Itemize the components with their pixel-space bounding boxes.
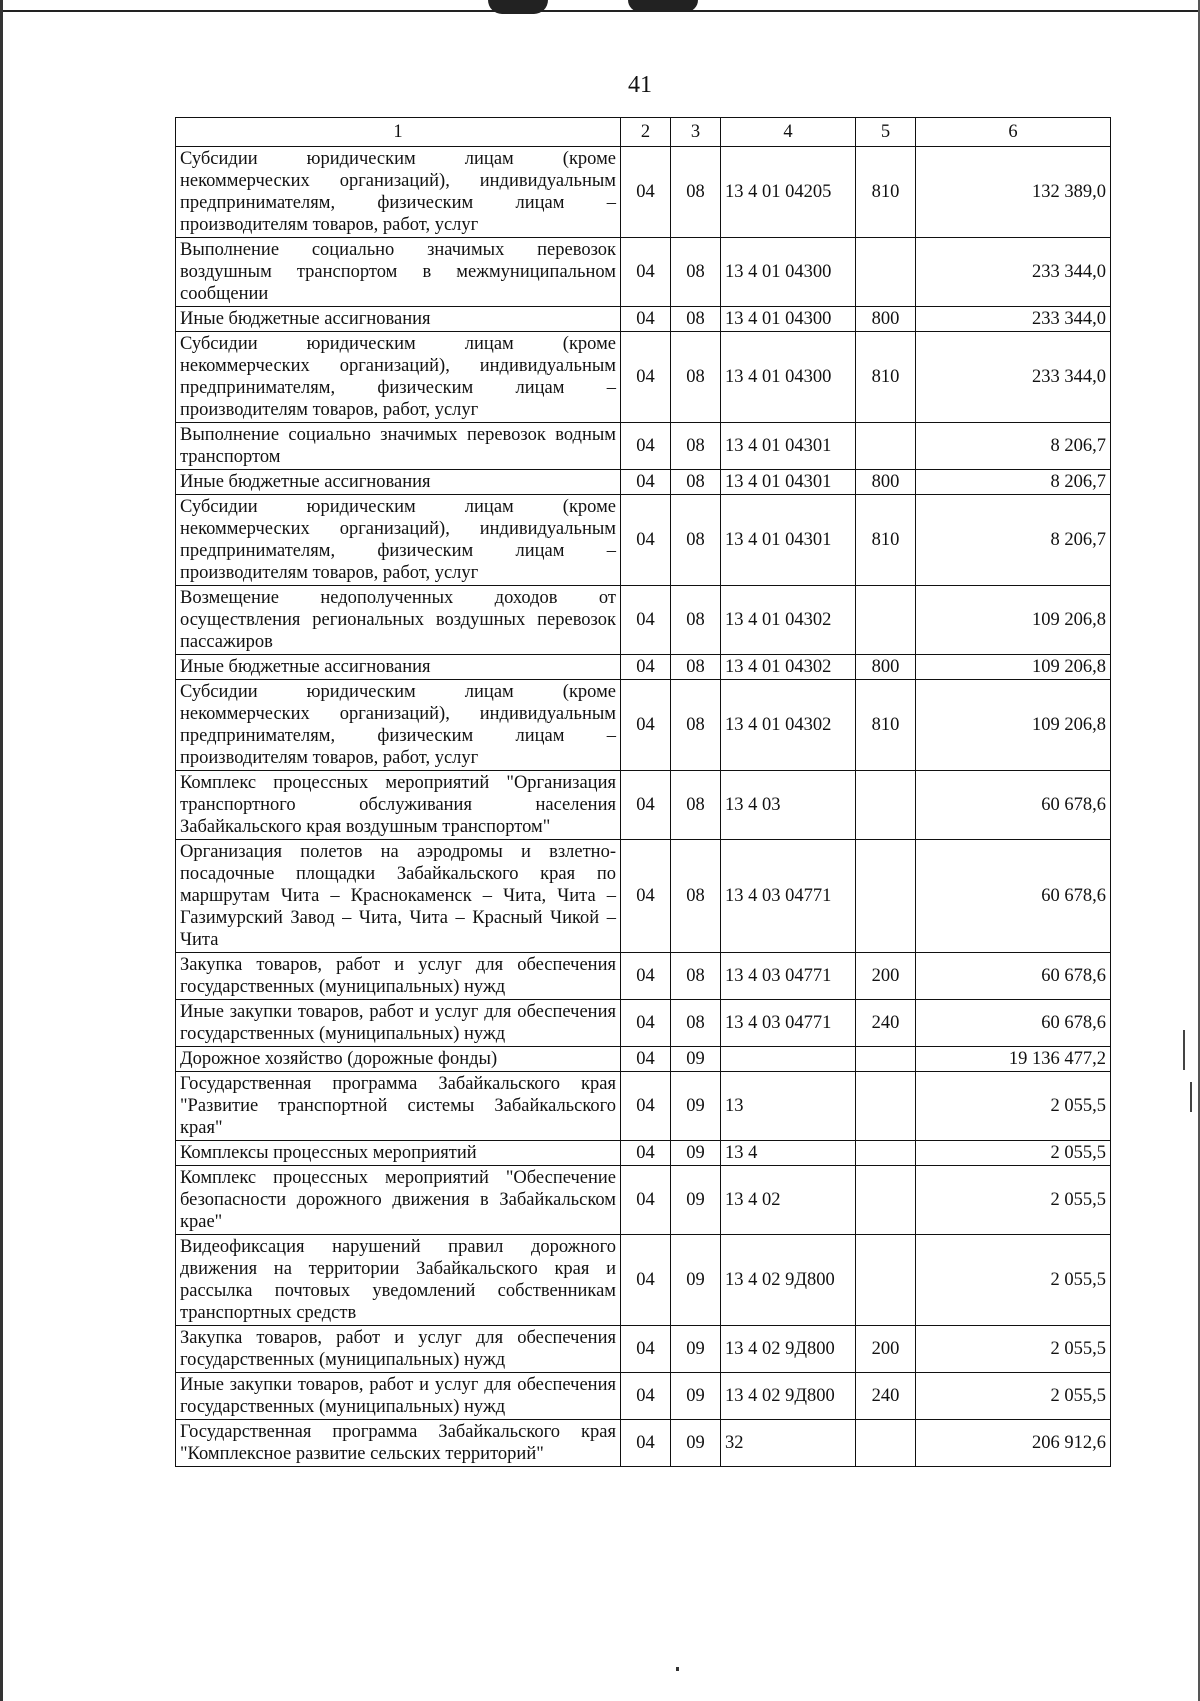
cell-expense-type: 800 [856, 307, 916, 332]
cell-subsection: 08 [671, 771, 721, 840]
cell-target-code: 13 4 01 04302 [721, 586, 856, 655]
cell-amount: 132 389,0 [916, 147, 1111, 238]
cell-subsection: 08 [671, 953, 721, 1000]
cell-subsection: 08 [671, 423, 721, 470]
cell-amount: 109 206,8 [916, 655, 1111, 680]
cell-name: Комплекс процессных мероприятий "Обеспечение безопасности дорожного движения в Забайкальском крае" [176, 1166, 621, 1235]
cell-amount: 233 344,0 [916, 307, 1111, 332]
table-row [176, 238, 1111, 307]
cell-name: Видеофиксация нарушений правил дорожного движения на территории Забайкальского края и рассылка почтовых уведомлений собственникам транспортных средств [176, 1235, 621, 1326]
cell-target-code: 13 4 03 04771 [721, 1000, 856, 1047]
cell-subsection: 08 [671, 655, 721, 680]
cell-section: 04 [621, 147, 671, 238]
cell-expense-type [856, 1235, 916, 1326]
cell-name: Закупка товаров, работ и услуг для обеспечения государственных (муниципальных) нужд [176, 953, 621, 1000]
cell-section: 04 [621, 1166, 671, 1235]
cell-subsection: 09 [671, 1072, 721, 1141]
header-col-3: 3 [671, 118, 721, 147]
header-col-4: 4 [721, 118, 856, 147]
cell-expense-type: 810 [856, 680, 916, 771]
cell-section: 04 [621, 423, 671, 470]
cell-target-code: 13 4 02 9Д800 [721, 1235, 856, 1326]
cell-target-code: 13 4 01 04302 [721, 680, 856, 771]
cell-subsection: 09 [671, 1166, 721, 1235]
cell-subsection: 09 [671, 1373, 721, 1420]
cell-section: 04 [621, 953, 671, 1000]
cell-amount: 2 055,5 [916, 1235, 1111, 1326]
cell-name: Субсидии юридическим лицам (кроме некоммерческих организаций), индивидуальным предпринимателям, физическим лицам – производителям товаров, работ, услуг [176, 495, 621, 586]
table-row [176, 495, 1111, 586]
cell-section: 04 [621, 655, 671, 680]
cell-expense-type: 810 [856, 332, 916, 423]
cell-amount: 8 206,7 [916, 470, 1111, 495]
budget-table [175, 117, 1111, 1467]
table-row [176, 1047, 1111, 1072]
cell-target-code: 13 4 01 04300 [721, 238, 856, 307]
cell-subsection: 08 [671, 307, 721, 332]
cell-name: Иные бюджетные ассигнования [176, 307, 621, 332]
cell-name: Иные закупки товаров, работ и услуг для обеспечения государственных (муниципальных) нужд [176, 1373, 621, 1420]
cell-subsection: 09 [671, 1420, 721, 1467]
cell-target-code: 13 4 03 04771 [721, 953, 856, 1000]
cell-name: Закупка товаров, работ и услуг для обеспечения государственных (муниципальных) нужд [176, 1326, 621, 1373]
cell-expense-type [856, 1141, 916, 1166]
table-row [176, 655, 1111, 680]
cell-section: 04 [621, 470, 671, 495]
cell-subsection: 09 [671, 1047, 721, 1072]
table-row [176, 423, 1111, 470]
cell-target-code: 13 4 01 04300 [721, 307, 856, 332]
cell-target-code: 13 4 01 04301 [721, 423, 856, 470]
cell-name: Комплекс процессных мероприятий "Организация транспортного обслуживания населения Забайкальского края воздушным транспортом" [176, 771, 621, 840]
table-row [176, 1373, 1111, 1420]
table-row [176, 147, 1111, 238]
table-row [176, 1141, 1111, 1166]
cell-expense-type [856, 1166, 916, 1235]
cell-target-code: 13 4 01 04205 [721, 147, 856, 238]
cell-target-code: 13 4 03 [721, 771, 856, 840]
cell-section: 04 [621, 1235, 671, 1326]
cell-name: Возмещение недополученных доходов от осуществления региональных воздушных перевозок пассажиров [176, 586, 621, 655]
cell-subsection: 08 [671, 470, 721, 495]
cell-subsection: 09 [671, 1326, 721, 1373]
cell-amount: 206 912,6 [916, 1420, 1111, 1467]
cell-expense-type: 800 [856, 470, 916, 495]
table-row [176, 1000, 1111, 1047]
cell-expense-type: 810 [856, 147, 916, 238]
cell-subsection: 09 [671, 1235, 721, 1326]
cell-name: Иные бюджетные ассигнования [176, 655, 621, 680]
table-row [176, 586, 1111, 655]
cell-name: Субсидии юридическим лицам (кроме некоммерческих организаций), индивидуальным предпринимателям, физическим лицам – производителям товаров, работ, услуг [176, 332, 621, 423]
table-row [176, 332, 1111, 423]
cell-target-code: 32 [721, 1420, 856, 1467]
cell-expense-type: 240 [856, 1373, 916, 1420]
cell-name: Выполнение социально значимых перевозок воздушным транспортом в межмуниципальном сообщении [176, 238, 621, 307]
cell-subsection: 08 [671, 332, 721, 423]
scan-top-border [0, 0, 1200, 12]
cell-name: Государственная программа Забайкальского края "Комплексное развитие сельских территорий" [176, 1420, 621, 1467]
cell-amount: 60 678,6 [916, 840, 1111, 953]
cell-section: 04 [621, 1326, 671, 1373]
cell-target-code: 13 4 02 [721, 1166, 856, 1235]
cell-section: 04 [621, 680, 671, 771]
cell-section: 04 [621, 1000, 671, 1047]
cell-amount: 109 206,8 [916, 680, 1111, 771]
table-row [176, 840, 1111, 953]
cell-section: 04 [621, 771, 671, 840]
header-col-2: 2 [621, 118, 671, 147]
cell-amount: 8 206,7 [916, 495, 1111, 586]
table-row [176, 953, 1111, 1000]
cell-subsection: 08 [671, 1000, 721, 1047]
cell-amount: 2 055,5 [916, 1166, 1111, 1235]
table-row [176, 1166, 1111, 1235]
scan-left-border [0, 0, 3, 1701]
table-row [176, 1235, 1111, 1326]
cell-target-code: 13 4 03 04771 [721, 840, 856, 953]
scan-artifact [628, 0, 698, 12]
cell-subsection: 08 [671, 238, 721, 307]
table-row [176, 307, 1111, 332]
scan-artifact [488, 0, 548, 14]
scan-artifact [1190, 1082, 1192, 1112]
cell-target-code [721, 1047, 856, 1072]
table-row [176, 680, 1111, 771]
cell-section: 04 [621, 307, 671, 332]
cell-expense-type [856, 1072, 916, 1141]
cell-amount: 19 136 477,2 [916, 1047, 1111, 1072]
table-header-row [176, 118, 1111, 147]
header-col-5: 5 [856, 118, 916, 147]
cell-subsection: 08 [671, 147, 721, 238]
cell-expense-type [856, 423, 916, 470]
cell-name: Субсидии юридическим лицам (кроме некоммерческих организаций), индивидуальным предпринимателям, физическим лицам – производителям товаров, работ, услуг [176, 680, 621, 771]
cell-amount: 2 055,5 [916, 1326, 1111, 1373]
cell-amount: 233 344,0 [916, 332, 1111, 423]
cell-target-code: 13 4 01 04300 [721, 332, 856, 423]
cell-section: 04 [621, 238, 671, 307]
header-col-1: 1 [176, 118, 621, 147]
cell-expense-type: 240 [856, 1000, 916, 1047]
cell-subsection: 08 [671, 840, 721, 953]
cell-target-code: 13 4 02 9Д800 [721, 1326, 856, 1373]
cell-target-code: 13 4 01 04301 [721, 495, 856, 586]
cell-expense-type [856, 238, 916, 307]
cell-name: Дорожное хозяйство (дорожные фонды) [176, 1047, 621, 1072]
page-number: 41 [628, 72, 652, 98]
cell-name: Иные закупки товаров, работ и услуг для обеспечения государственных (муниципальных) нужд [176, 1000, 621, 1047]
table-row [176, 1072, 1111, 1141]
cell-expense-type [856, 840, 916, 953]
cell-section: 04 [621, 586, 671, 655]
cell-name: Субсидии юридическим лицам (кроме некоммерческих организаций), индивидуальным предпринимателям, физическим лицам – производителям товаров, работ, услуг [176, 147, 621, 238]
cell-expense-type: 200 [856, 1326, 916, 1373]
cell-name: Государственная программа Забайкальского края "Развитие транспортной системы Забайкальского края" [176, 1072, 621, 1141]
cell-amount: 2 055,5 [916, 1373, 1111, 1420]
cell-subsection: 08 [671, 495, 721, 586]
cell-expense-type: 200 [856, 953, 916, 1000]
cell-expense-type [856, 1420, 916, 1467]
table-body [176, 147, 1111, 1467]
table-row [176, 771, 1111, 840]
cell-subsection: 08 [671, 680, 721, 771]
cell-name: Организация полетов на аэродромы и взлетно-посадочные площадки Забайкальского края по маршрутам Чита – Краснокаменск – Чита, Чита – Газимурский Завод – Чита, Чита – Красный Чикой – Чита [176, 840, 621, 953]
cell-expense-type: 810 [856, 495, 916, 586]
cell-subsection: 09 [671, 1141, 721, 1166]
cell-expense-type [856, 1047, 916, 1072]
cell-target-code: 13 4 02 9Д800 [721, 1373, 856, 1420]
cell-target-code: 13 4 01 04302 [721, 655, 856, 680]
cell-section: 04 [621, 1072, 671, 1141]
cell-name: Выполнение социально значимых перевозок водным транспортом [176, 423, 621, 470]
scan-artifact [676, 1667, 679, 1671]
table-row [176, 470, 1111, 495]
cell-expense-type [856, 771, 916, 840]
cell-amount: 2 055,5 [916, 1072, 1111, 1141]
table-row [176, 1420, 1111, 1467]
cell-name: Иные бюджетные ассигнования [176, 470, 621, 495]
cell-name: Комплексы процессных мероприятий [176, 1141, 621, 1166]
cell-subsection: 08 [671, 586, 721, 655]
cell-amount: 60 678,6 [916, 953, 1111, 1000]
table-row [176, 1326, 1111, 1373]
header-col-6: 6 [916, 118, 1111, 147]
cell-section: 04 [621, 495, 671, 586]
scan-artifact [1183, 1030, 1185, 1070]
cell-amount: 233 344,0 [916, 238, 1111, 307]
cell-amount: 60 678,6 [916, 1000, 1111, 1047]
cell-section: 04 [621, 332, 671, 423]
cell-section: 04 [621, 1420, 671, 1467]
cell-expense-type: 800 [856, 655, 916, 680]
cell-amount: 2 055,5 [916, 1141, 1111, 1166]
cell-target-code: 13 4 01 04301 [721, 470, 856, 495]
cell-amount: 8 206,7 [916, 423, 1111, 470]
cell-section: 04 [621, 1373, 671, 1420]
cell-expense-type [856, 586, 916, 655]
cell-target-code: 13 [721, 1072, 856, 1141]
cell-target-code: 13 4 [721, 1141, 856, 1166]
cell-amount: 60 678,6 [916, 771, 1111, 840]
cell-section: 04 [621, 1141, 671, 1166]
cell-amount: 109 206,8 [916, 586, 1111, 655]
cell-section: 04 [621, 1047, 671, 1072]
cell-section: 04 [621, 840, 671, 953]
